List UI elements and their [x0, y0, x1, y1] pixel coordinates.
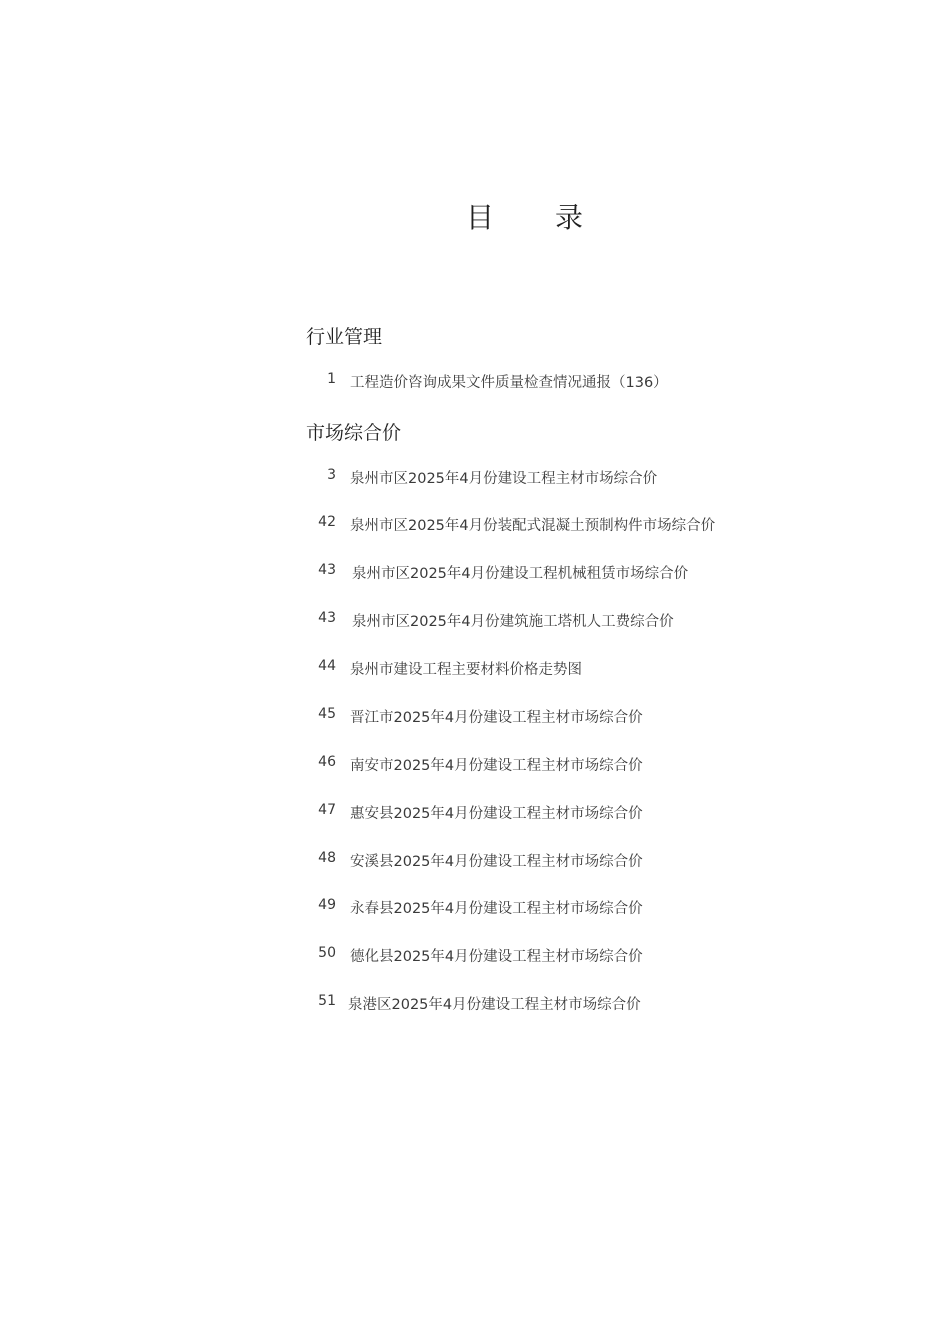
section-heading-industry-management: 行业管理 [306, 326, 383, 348]
toc-entry-title: 泉州市区2025年4月份建设工程机械租赁市场综合价 [352, 566, 689, 582]
toc-entry[interactable] [300, 802, 800, 826]
page-title: 目 录 [466, 201, 609, 234]
toc-entry[interactable] [300, 706, 800, 730]
toc-page-number: 49 [318, 897, 336, 913]
toc-entry-title: 晋江市2025年4月份建设工程主材市场综合价 [350, 710, 643, 726]
toc-entry-title: 安溪县2025年4月份建设工程主材市场综合价 [350, 854, 643, 870]
toc-page-number: 3 [327, 467, 336, 483]
toc-page-number: 44 [318, 658, 336, 674]
toc-page-number: 51 [318, 993, 336, 1009]
toc-entry-title: 泉州市区2025年4月份装配式混凝土预制构件市场综合价 [350, 518, 716, 534]
toc-entry[interactable] [300, 467, 800, 491]
toc-page-number: 43 [318, 610, 336, 626]
toc-page-number: 45 [318, 706, 336, 722]
toc-entry[interactable] [300, 754, 800, 778]
toc-entry-title: 泉港区2025年4月份建设工程主材市场综合价 [348, 997, 641, 1013]
toc-entry[interactable] [300, 562, 800, 586]
toc-entry-title: 德化县2025年4月份建设工程主材市场综合价 [350, 949, 643, 965]
toc-entry[interactable] [300, 610, 800, 634]
toc-entry[interactable] [300, 850, 800, 874]
toc-page-number: 1 [327, 371, 336, 387]
toc-entry[interactable] [300, 897, 800, 921]
toc-page-number: 43 [318, 562, 336, 578]
toc-entry-title: 永春县2025年4月份建设工程主材市场综合价 [350, 901, 643, 917]
toc-entry[interactable] [300, 514, 800, 538]
toc-entry[interactable] [300, 371, 800, 395]
toc-entry-title: 南安市2025年4月份建设工程主材市场综合价 [350, 758, 643, 774]
toc-page-number: 47 [318, 802, 336, 818]
toc-page-number: 42 [318, 514, 336, 530]
toc-page-number: 48 [318, 850, 336, 866]
toc-page-number: 46 [318, 754, 336, 770]
section-heading-market-price: 市场综合价 [306, 422, 402, 444]
toc-entry-title: 泉州市区2025年4月份建设工程主材市场综合价 [350, 471, 658, 487]
toc-entry-title: 惠安县2025年4月份建设工程主材市场综合价 [350, 806, 643, 822]
toc-entry[interactable] [300, 658, 800, 682]
toc-entry-title: 工程造价咨询成果文件质量检查情况通报（136） [350, 375, 668, 391]
toc-entry-title: 泉州市区2025年4月份建筑施工塔机人工费综合价 [352, 614, 674, 630]
toc-entry[interactable] [300, 993, 800, 1017]
toc-entry[interactable] [300, 945, 800, 969]
toc-entry-title: 泉州市建设工程主要材料价格走势图 [350, 662, 582, 678]
toc-page-number: 50 [318, 945, 336, 961]
